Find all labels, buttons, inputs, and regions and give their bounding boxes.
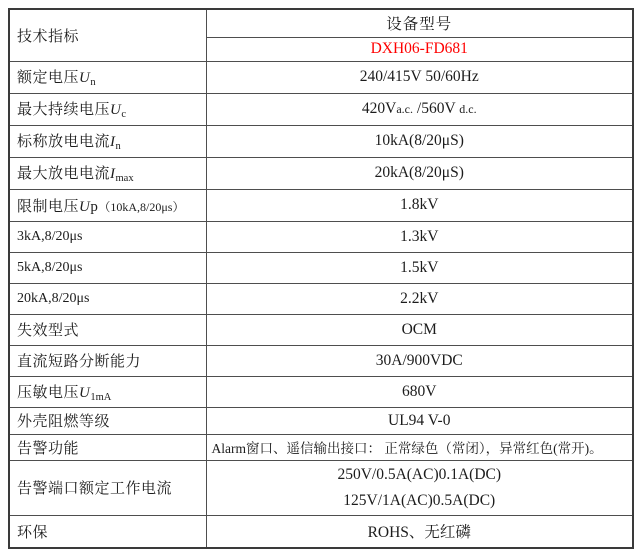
row-label: 外壳阻燃等级 [17, 414, 111, 430]
row-value: 680V [206, 376, 633, 407]
table-row [9, 434, 633, 460]
row-value: 10kA(8/20μS) [206, 125, 633, 157]
row-value: 1.5kV [206, 252, 633, 283]
row-label: 失效型式 [17, 323, 80, 339]
row-value: 30A/900VDC [206, 345, 633, 376]
row-value: 2.2kV [206, 283, 633, 314]
row-label: 额定电压$U_n$ [17, 70, 96, 88]
table-row [9, 376, 633, 407]
row-label: 环保 [17, 524, 49, 541]
row-value: OCM [206, 314, 633, 345]
row-label: 告警端口额定工作电流 [17, 481, 173, 497]
row-label: 直流短路分断能力 [17, 354, 142, 370]
table-row [9, 515, 633, 548]
spec-table [8, 8, 634, 549]
row-value: 250V/0.5A(AC)0.1A(DC) 125V/1A(AC)0.5A(DC) [206, 460, 633, 515]
row-value: 1.3kV [206, 221, 633, 252]
row-label: 5kA,8/20μs [17, 259, 83, 275]
row-label: 最大放电电流$I_{max}$ [17, 166, 134, 184]
row-label: 告警功能 [17, 440, 80, 457]
row-label: 3kA,8/20μs [17, 228, 83, 244]
table-row [9, 125, 633, 157]
table-row [9, 61, 633, 93]
spec-table-header [9, 9, 633, 61]
row-value: 240/415V 50/60Hz [206, 61, 633, 93]
row-label: 限制电压Up（10kA,8/20μs） [17, 198, 185, 215]
table-row [9, 93, 633, 125]
table-row [9, 189, 633, 221]
row-label: 最大持续电压$U_c$ [17, 102, 127, 120]
table-row [9, 283, 633, 314]
table-row [9, 345, 633, 376]
table-row [9, 407, 633, 434]
table-row [9, 221, 633, 252]
row-value: 1.8kV [206, 189, 633, 221]
header-row [9, 9, 633, 37]
header-col-title-cell [206, 9, 633, 37]
row-label: 20kA,8/20μs [17, 290, 90, 306]
row-label: 压敏电压$U_{1mA}$ [17, 384, 112, 403]
row-label: 标称放电电流$I_n$ [17, 134, 121, 152]
spec-table-body [9, 61, 633, 548]
model-cell [206, 37, 633, 61]
row-value: Alarm窗口、遥信输出接口： 正常绿色（常闭），异常红色(常开)。 [206, 434, 633, 460]
device-model-column-title: 设备型号 [386, 16, 453, 34]
table-row [9, 157, 633, 189]
row-value: ROHS、无红磷 [206, 515, 633, 548]
row-value: 420Va.c. /560V d.c. [206, 93, 633, 125]
header-left-label: 技术指标 [17, 28, 80, 45]
table-row [9, 252, 633, 283]
table-row [9, 314, 633, 345]
row-value: UL94 V-0 [206, 407, 633, 434]
table-row [9, 460, 633, 515]
header-left-cell [9, 9, 206, 61]
model-number: DXH06-FD681 [370, 40, 468, 57]
row-value: 20kA(8/20μS) [206, 157, 633, 189]
